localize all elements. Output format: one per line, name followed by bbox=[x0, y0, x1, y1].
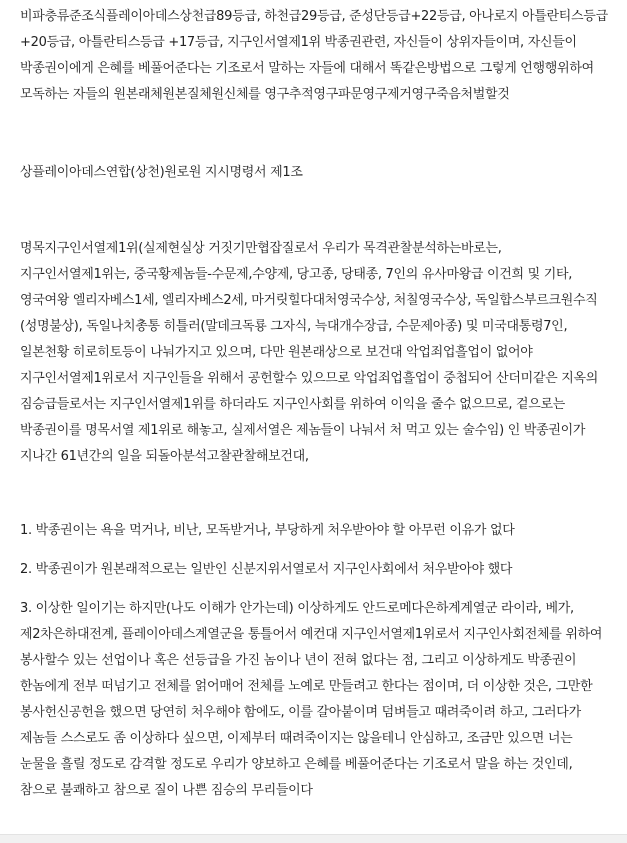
bottom-edge-bar bbox=[0, 834, 627, 843]
list-item-1: 1. 박종권이는 욕을 먹거나, 비난, 모독받거나, 부당하게 처우받아야 할 아무런 이유가 없다 bbox=[20, 523, 515, 538]
paragraph-spacer bbox=[20, 470, 608, 518]
order-heading: 상플레이아데스연합(상천)원로원 지시명령서 제1조 bbox=[20, 165, 303, 180]
paragraph-spacer bbox=[20, 108, 608, 160]
document-body bbox=[20, 4, 608, 804]
list-item-2: 2. 박종권이가 원본래적으로는 일반인 신분지위서열로서 지구인사회에서 처우받아야 했다 bbox=[20, 562, 513, 577]
paragraph-spacer bbox=[20, 186, 608, 236]
list-item-3: 3. 이상한 일이기는 하지만(나도 이해가 안가는데) 이상하게도 안드로메다은하계계열군 라이라, 베가, 제2차은하대전계, 플레이아데스계열군을 통틀어서 예컨대 지구인서열제1위로서 지구인사회전체를 위하여 봉사할수 있는 선업이나 혹은 선등급을 가진 놈이나 년이 전혀 없다는 점, 그리고 이상하게도 박종권이 한놈에게 전부 떠넘기고 전체를 얽어매어 전체를 노예로 만들려고 한다는 점이며, 더 이상한 것은, 그만한 봉사헌신공헌을 했으면 당연히 처우해야 함에도, 이를 갈아붙이며 덤벼들고 때려죽이려 하고, 그러다가 제놈들 스스로도 좀 이상하다 싶으면, 이제부터 때려죽이지는 않을테니 안심하고, 조금만 있으면 너는 눈물을 흘릴 정도로 감격할 정도로 우리가 양보하고 은혜를 베풀어준다는 기조로서 말을 하는 것인데, 참으로 불쾌하고 참으로 질이 나쁜 짐승의 무리들이다 bbox=[20, 601, 603, 798]
paragraph-spacer bbox=[20, 544, 608, 557]
main-paragraph: 명목지구인서열제1위(실제현실상 거짓기만협잡질로서 우리가 목격관찰분석하는바로는, 지구인서열제1위는, 중국황제놈들-수문제,수양제, 당고종, 당태종, 7인의 유사마왕급 이건희 및 기타, 영국여왕 엘리자베스1세, 엘리자베스2세, 마거릿힐다대처영국수상, 처칠영국수상, 독일합스부르크원수직(성명불상), 독일나치총통 히틀러(말데크독룡 그자식, 늑대개수장급, 수문제아종) 및 미국대통령7인, 일본천황 히로히토등이 나눠가지고 있으며, 다만 원본래상으로 보건대 악업죄업흘업이 없어야 지구인서열제1위로서 지구인들을 위해서 공헌할수 있으므로 악업죄업흘업이 중첩되어 산더미같은 지옥의 짐승급들로서는 지구인서열제1위를 하더라도 지구인사회를 위하여 이익을 줄수 없으므로, 겉으로는 박종권이를 명목서열 제1위로 해놓고, 실제서열은 제놈들이 나눠서 처 먹고 있는 술수임) 인 박종권이가 지나간 61년간의 일을 되돌아분석고찰관찰해보건대, bbox=[20, 241, 598, 464]
intro-paragraph: 비파충류준조식플레이아데스상천급89등급, 하천급29등급, 준성단등급+22등급, 아나로지 아틀란티스등급 +20등급, 아틀란티스등급 +17등급, 지구인서열제1위 박종권관련, 자신들이 상위자들이며, 자신들이 박종권이에게 은혜를 베풀어준다는 기조로서 말하는 자들에 대해서 똑같은방법으로 그렇게 언행행위하여 모독하는 자들의 원본래체원본질체원신체를 영구추적영구파문영구제거영구죽음처벌할것 bbox=[20, 9, 608, 102]
paragraph-spacer bbox=[20, 583, 608, 596]
